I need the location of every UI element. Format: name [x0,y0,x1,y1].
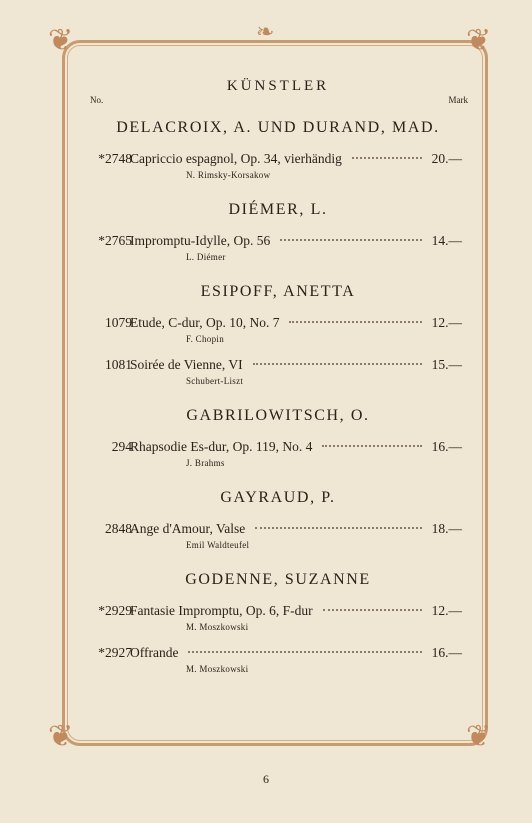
composer-name: F. Chopin [186,334,224,344]
flourish-bottom-right-icon: ❦ [466,719,492,754]
artist-heading: DELACROIX, A. UND DURAND, MAD. [116,119,440,136]
piece-title: Rhapsodie Es-dur, Op. 119, No. 4 [130,439,313,454]
page-number: 6 [263,772,269,786]
catalog-entry [82,645,474,679]
catalog-number: 2848 [105,521,132,536]
entry-line [130,357,462,373]
composer-name: Emil Waldteufel [186,540,250,550]
catalog-entry [82,439,474,473]
piece-price: 16.— [431,439,462,454]
composer-name: N. Rimsky-Korsakow [186,170,271,180]
composer-name: Schubert-Liszt [186,376,244,386]
composer-name: M. Moszkowski [186,622,249,632]
catalog-number: 1079 [105,315,132,330]
dot-leader [253,363,422,365]
artist-sections [82,119,474,679]
piece-title: Impromptu-Idylle, Op. 56 [130,233,271,248]
catalog-number: *2927 [98,645,132,660]
column-number-label: No. [90,95,104,105]
catalog-number: *2748 [98,151,132,166]
catalog-number: *2765 [98,233,132,248]
artist-heading: ESIPOFF, ANETTA [200,283,356,300]
entry-line [130,151,462,167]
piece-title: Fantasie Impromptu, Op. 6, F-dur [130,603,313,618]
piece-price: 16.— [431,645,462,660]
catalog-number: *2929 [98,603,132,618]
catalog-entry [82,315,474,349]
dot-leader [280,239,421,241]
piece-price: 12.— [431,315,462,330]
piece-price: 14.— [431,233,462,248]
dot-leader [352,157,422,159]
piece-price: 20.— [431,151,462,166]
entry-line [130,603,462,619]
artist-heading: GABRILOWITSCH, O. [186,407,370,424]
piece-price: 18.— [431,521,462,536]
dot-leader [188,651,421,653]
piece-title: Capriccio espagnol, Op. 34, vierhändig [130,151,342,166]
entry-line [130,315,462,331]
dot-leader [322,445,421,447]
catalog-entry [82,603,474,637]
dot-leader [323,609,422,611]
column-price-label: Mark [448,95,468,105]
piece-title: Offrande [130,645,179,660]
piece-price: 12.— [431,603,462,618]
dot-leader [289,321,421,323]
column-headers [82,93,474,107]
artist-heading: GODENNE, SUZANNE [185,571,371,588]
catalog-entry [82,521,474,555]
catalog-number: 1081 [105,357,132,372]
flourish-top-center-icon: ❧ [256,20,275,45]
catalog-page [82,72,474,679]
flourish-bottom-left-icon: ❦ [48,719,74,754]
composer-name: M. Moszkowski [186,664,249,674]
piece-title: Soirée de Vienne, VI [130,357,243,372]
dot-leader [255,527,421,529]
artist-heading: GAYRAUD, P. [220,489,336,506]
piece-title: Ange d'Amour, Valse [130,521,246,536]
piece-price: 15.— [431,357,462,372]
flourish-top-right-icon: ❦ [466,23,492,58]
artist-heading: DIÉMER, L. [228,201,328,218]
entry-line [130,439,462,455]
catalog-entry [82,151,474,185]
catalog-number: 294 [111,439,132,454]
page-heading: KÜNSTLER [226,78,330,94]
entry-line [130,645,462,661]
catalog-entry [82,357,474,391]
flourish-top-left-icon: ❦ [48,23,74,58]
entry-line [130,233,462,249]
entry-line [130,521,462,537]
piece-title: Etude, C-dur, Op. 10, No. 7 [130,315,280,330]
composer-name: L. Diémer [186,252,226,262]
composer-name: J. Brahms [186,458,225,468]
catalog-entry [82,233,474,267]
